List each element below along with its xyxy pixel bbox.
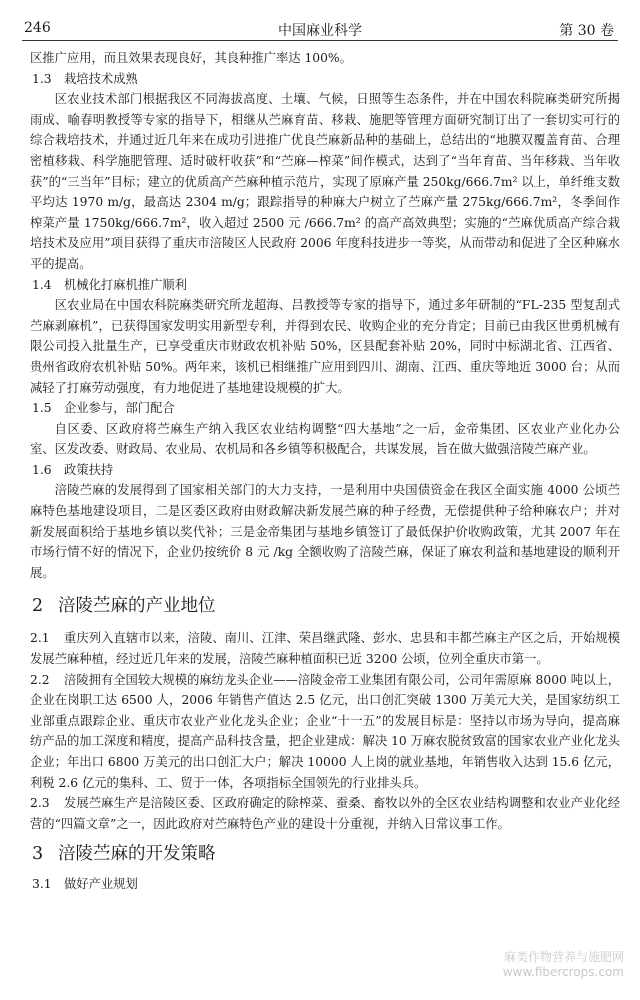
volume-label: 第 30 卷: [559, 23, 614, 39]
section-title: 栽培技术成熟: [64, 71, 138, 86]
article-body: [30, 48, 620, 895]
watermark: [503, 950, 624, 980]
item-text: 涪陵拥有全国较大规模的麻纺龙头企业——涪陵金帝工业集团有限公司，公司年需原麻 8000 吨以上，企业在岗职工达 6500 人，2006 年销售产值达 2.5 亿元，出口创汇突破 1300 万美元大关，是国家纺织工业部重点跟踪企业、重庆市农业产业化龙头企业；企业“十一五”的发展目标是：坚持以市场为导向，提高麻纺产品的加工深度和精度，提高产品科技含量，把企业建成：解决 10 万麻农脱贫致富的国家农业产业化龙头企业；年出口 6800 万美元的出口创汇大户；解决 10000 人上岗的就业基地，年销售收入达到 15.6 亿元，利税 2.6 亿元的集科、工、贸于一体，各项指标全国领先的行业排头兵。: [30, 672, 620, 790]
section-1-5-heading: [30, 398, 620, 419]
item-number: 2.2: [30, 672, 50, 687]
watermark-line-2: www.fibercrops.com: [502, 965, 624, 979]
section-1-6-heading: [30, 460, 620, 481]
journal-name: 中国麻业科学: [278, 23, 362, 39]
chapter-title: 涪陵苎麻的开发策略: [58, 844, 216, 865]
section-number: 1.4: [32, 277, 52, 292]
section-number: 1.3: [32, 71, 52, 86]
watermark-line-1: 麻类作物营养与施肥网: [503, 950, 624, 964]
paragraph-1-3: 区农业技术部门根据我区不同海拔高度、土壤、气候，日照等生态条件，并在中国农科院麻类研究所揭雨成、喻春明教授等专家的指导下，相继从苎麻育苗、移栽、施肥等管理方面研究制订出了一套切实可行的综合栽培技术，并通过近几年来在成功引进推广优良苎麻新品种的基础上，总结出的“地膜双覆盖育苗、合理密植移栽、科学施肥管理、适时破杆收获”和“苎麻—榨菜”间作模式，达到了“当年育苗、当年移栽、当年收获”的“三当年”目标；建立的优质高产苎麻种植示范片，实现了原麻产量 250kg/666.7m² 以上，单纤维支数平均达 1970 m/g，最高达 2304 m/g；跟踪指导的种麻大户树立了苎麻产量 275kg/666.7m²，冬季间作榨菜产量 1750kg/666.7m²，收入超过 2500 元 /666.7m² 的高产高效典型；实施的“苎麻优质高产综合栽培技术及应用”项目获得了重庆市涪陵区人民政府 2006 年度科技进步一等奖，从而带动和促进了全区种麻水平的提高。: [30, 92, 620, 271]
chapter-2-heading: [30, 594, 620, 618]
section-number: 1.5: [32, 401, 52, 416]
section-1-3-heading: [30, 69, 620, 90]
item-number: 2.3: [30, 796, 50, 811]
section-title: 企业参与，部门配合: [64, 401, 175, 416]
page-header: [22, 18, 618, 41]
paragraph-2-3: [30, 793, 620, 834]
paragraph-1-6: 涪陵苎麻的发展得到了国家相关部门的大力支持，一是利用中央国债资金在我区全面实施 4000 公顷苎麻特色基地建设项目，二是区委区政府由财政解决新发展苎麻的种子经费，无偿提供种子给种麻农户；并对新发展面积给于基地乡镇以奖代补；三是金帝集团与基地乡镇签订了最低保护价收购政策，尤其 2007 年在市场行情不好的情况下，企业仍按统价 8 元 /kg 全额收购了涪陵苎麻，保证了麻农利益和基地建设的顺利开展。: [30, 483, 620, 580]
section-1-4-heading: [30, 275, 620, 296]
item-text: 重庆列入直辖市以来，涪陵、南川、江津、荣昌继武隆、彭水、忠县和丰都苎麻主产区之后，开始规模发展苎麻种植，经过近几年来的发展，涪陵苎麻种植面积已近 3200 公顷，位列全重庆市第一。: [30, 631, 620, 667]
paragraph-1-5: 自区委、区政府将苎麻生产纳入我区农业结构调整“四大基地”之一后，金帝集团、区农业产业化办公室、区发改委、财政局、农业局、农机局和各乡镇等积极配合，共谋发展，旨在做大做强涪陵苎麻产业。: [30, 421, 620, 457]
page-number: 246: [24, 20, 51, 36]
section-title: 做好产业规划: [64, 877, 138, 892]
chapter-number: 2: [32, 596, 44, 617]
paragraph-1-4: 区农业局在中国农科院麻类研究所龙超海、吕教授等专家的指导下，通过多年研制的“FL-235 型复刮式苎麻剥麻机”，已获得国家发明实用新型专利，并得到农民、收购企业的充分肯定；目前已由我区世勇机械有限公司投入批量生产，已享受重庆市财政农机补贴 50%，区县配套补贴 20%，同时中标湖北省、江西省、贵州省政府农机补贴 50%。两年来，该机已相继推广应用到四川、湖南、江西、重庆等地近 3000 台；从而减轻了打麻劳动强度，有力地促进了基地建设规模的扩大。: [30, 298, 620, 395]
item-number: 2.1: [30, 631, 50, 646]
item-text: 发展苎麻生产是涪陵区委、区政府确定的除榨菜、蚕桑、畜牧以外的全区农业结构调整和农业产业化经营的“四篇文章”之一，因此政府对苎麻特色产业的建设十分重视，并纳入日常议事工作。: [30, 796, 620, 831]
chapter-3-heading: [30, 842, 620, 866]
section-3-1-heading: [30, 874, 620, 895]
section-title: 机械化打麻机推广顺利: [64, 277, 187, 292]
section-title: 政策扶持: [64, 462, 114, 477]
chapter-title: 涪陵苎麻的产业地位: [58, 596, 216, 617]
paragraph-2-1: [30, 628, 620, 669]
section-number: 1.6: [32, 462, 52, 477]
paragraph-continuation: 区推广应用，而且效果表现良好，其良种推广率达 100%。: [30, 51, 352, 65]
paragraph-2-2: [30, 670, 620, 794]
section-number: 3.1: [32, 877, 52, 892]
chapter-number: 3: [32, 844, 44, 865]
